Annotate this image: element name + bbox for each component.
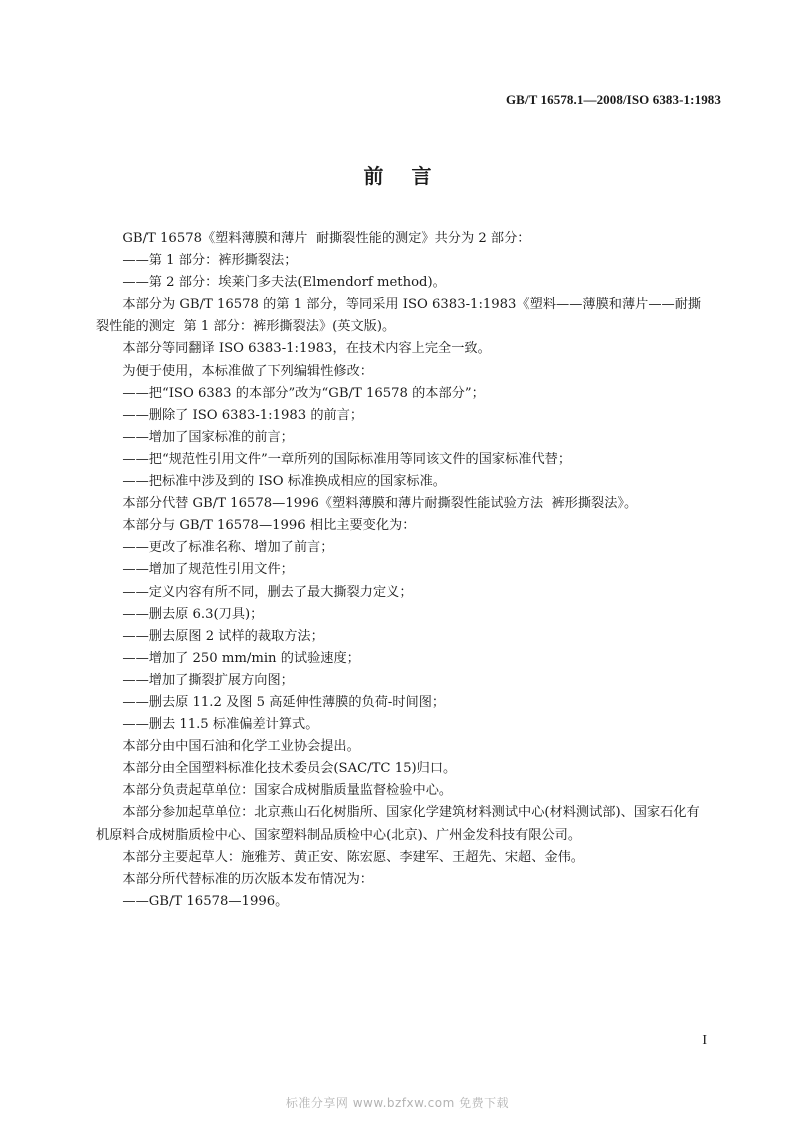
paragraph: 本部分由中国石油和化学工业协会提出。 (122, 739, 360, 755)
paragraph: 本部分主要起草人：施雅芳、黄正安、陈宏愿、李建军、王超先、宋超、金伟。 (122, 849, 584, 865)
dash-list-item: ——删去原 6.3(刀具)； (122, 606, 264, 622)
dash-list-item: ——第 2 部分：埃莱门多夫法(Elmendorf method)。 (122, 275, 446, 291)
paragraph: 本部分参加起草单位：北京燕山石化树脂所、国家化学建筑材料测试中心(材料测试部)、国家石化有机原料合成树脂质检中心、国家塑料制品质检中心(北京)、广州金发科技有限公司。 (96, 805, 700, 843)
dash-list-item: ——删除了 ISO 6383-1:1983 的前言； (122, 407, 364, 423)
foreword-body (96, 228, 706, 913)
dash-list-item: ——增加了规范性引用文件； (122, 562, 294, 578)
paragraph: 本部分代替 GB/T 16578—1996《塑料薄膜和薄片耐撕裂性能试验方法 裤形撕裂法》。 (122, 496, 638, 512)
dash-list-item: ——把“ISO 6383 的本部分”改为“GB/T 16578 的本部分”； (122, 385, 485, 401)
standard-code: GB/T 16578.1—2008/ISO 6383-1:1983 (505, 92, 721, 107)
dash-list-item: ——第 1 部分：裤形撕裂法； (122, 253, 298, 269)
watermark: 标准分享网 www.bzfxw.com 免费下载 (285, 1096, 510, 1110)
dash-list-item: ——删去原 11.2 及图 5 高延伸性薄膜的负荷-时间图； (122, 694, 446, 710)
paragraph: GB/T 16578《塑料薄膜和薄片 耐撕裂性能的测定》共分为 2 部分： (122, 231, 531, 246)
paragraph: 本部分所代替标准的历次版本发布情况为： (122, 871, 373, 887)
dash-list-item: ——增加了国家标准的前言； (122, 429, 294, 445)
dash-list-item: ——删去 11.5 标准偏差计算式。 (122, 717, 319, 733)
dash-list-item: ——增加了 250 mm/min 的试验速度； (122, 650, 360, 666)
dash-list-item: ——GB/T 16578—1996。 (122, 893, 289, 909)
dash-list-item: ——定义内容有所不同，删去了最大撕裂力定义； (122, 584, 413, 600)
paragraph: 本部分为 GB/T 16578 的第 1 部分，等同采用 ISO 6383-1:1983《塑料——薄膜和薄片——耐撕裂性能的测定 第 1 部分：裤形撕裂法》(英文版)。 (96, 297, 702, 335)
page-title: 前言 (363, 164, 460, 188)
dash-list-item: ——更改了标准名称、增加了前言； (122, 540, 334, 556)
dash-list-item: ——把“规范性引用文件”一章所列的国际标准用等同该文件的国家标准代替； (122, 451, 572, 467)
paragraph: 本部分与 GB/T 16578—1996 相比主要变化为： (122, 518, 416, 534)
paragraph: 本部分等同翻译 ISO 6383-1:1983，在技术内容上完全一致。 (122, 341, 491, 357)
dash-list-item: ——删去原图 2 试样的裁取方法； (122, 628, 324, 644)
dash-list-item: ——增加了撕裂扩展方向图； (122, 672, 294, 688)
paragraph: 本部分由全国塑料标准化技术委员会(SAC/TC 15)归口。 (122, 761, 457, 777)
dash-list-item: ——把标准中涉及到的 ISO 标准换成相应的国家标准。 (122, 474, 446, 490)
paragraph: 为便于使用，本标准做了下列编辑性修改： (122, 363, 373, 379)
paragraph: 本部分负责起草单位：国家合成树脂质量监督检验中心。 (122, 783, 453, 799)
page-number: I (702, 1033, 707, 1048)
